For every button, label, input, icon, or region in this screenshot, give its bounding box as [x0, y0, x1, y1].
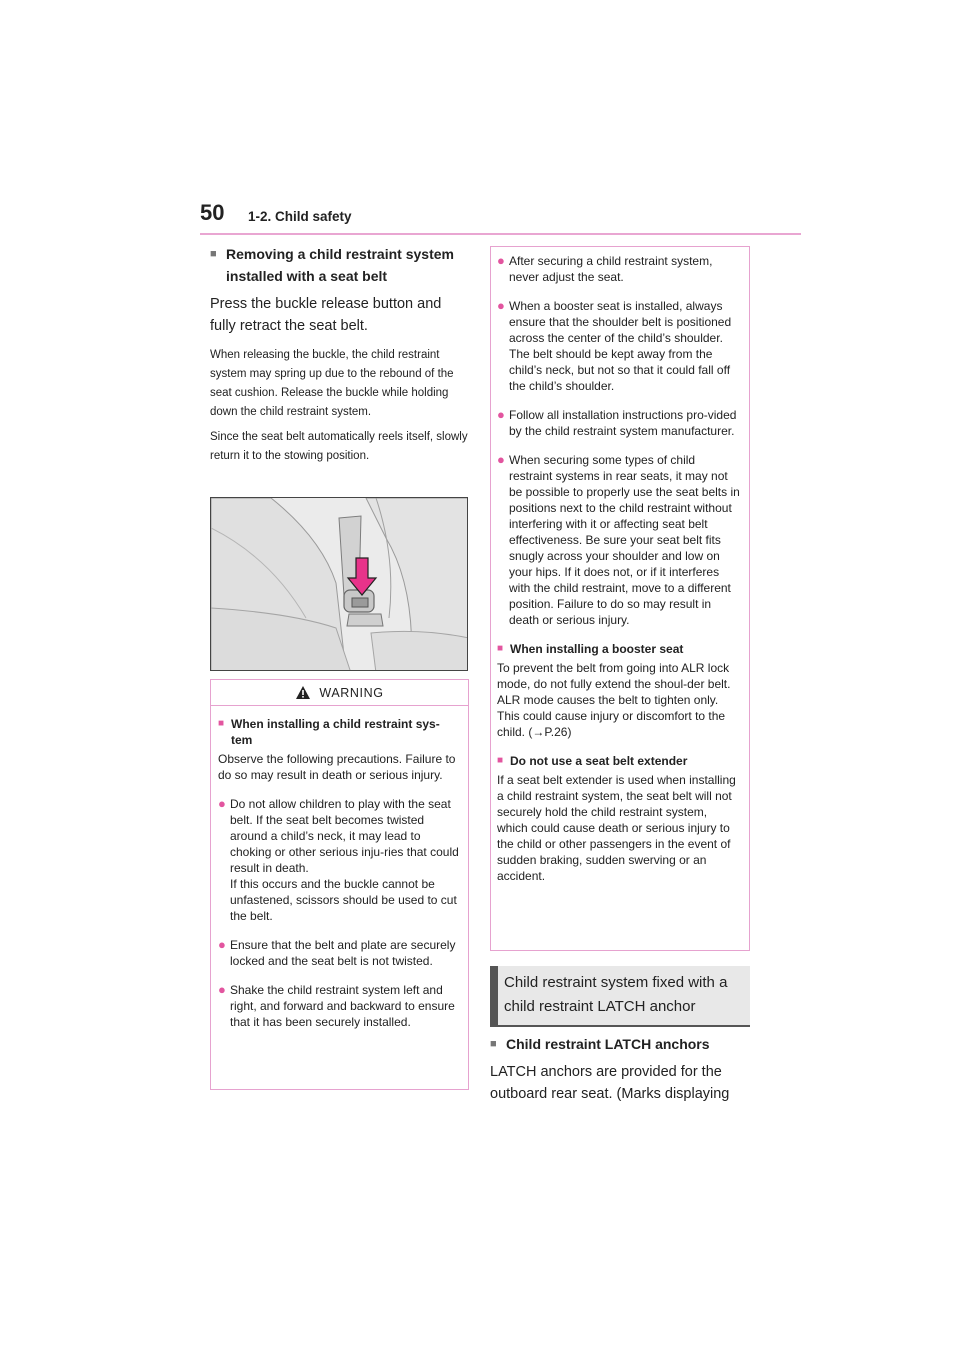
section-title: 1-2. Child safety [248, 209, 352, 224]
latch-subheading: ■ Child restraint LATCH anchors [490, 1033, 760, 1055]
seat-belt-buckle-illustration [210, 497, 468, 671]
warning-heading: ■ When installing a child restraint sys- tem [218, 717, 440, 747]
list-item: ● Ensure that the belt and plate are securely locked and the seat belt is not twisted. [218, 937, 456, 968]
warning-intro: Observe the following precautions. Failure to do so may result in death or serious injury. [218, 752, 456, 782]
main-instruction: Press the buckle release button and fully retract the seat belt. [210, 296, 442, 334]
note-stowing: Since the seat belt automatically reels itself, slowly return it to the stowing position. [210, 431, 468, 462]
warning-label: WARNING [319, 685, 384, 700]
circle-bullet-icon: ● [497, 407, 505, 422]
list-item: ● Follow all installation instructions pro-vided by the child restraint system manufacturer. [497, 407, 737, 438]
booster-seat-text: To prevent the belt from going into ALR lock mode, do not fully extend the shoul-der belt. ALR mode causes the belt to tighten only. This could cause injury or discomfort to the child. (→P.26) [497, 661, 731, 739]
square-bullet-icon: ■ [497, 755, 504, 766]
list-item: ● Shake the child restraint system left and right, and forward and backward to ensure that it has been securely installed. [218, 982, 455, 1029]
circle-bullet-icon: ● [218, 982, 226, 997]
list-item: ● After securing a child restraint system, never adjust the seat. [497, 253, 713, 284]
circle-bullet-icon: ● [218, 937, 226, 952]
square-bullet-icon: ■ [490, 1038, 497, 1050]
latch-heading-rule [490, 1025, 750, 1027]
warning-triangle-icon [295, 685, 311, 700]
list-item: ● When a booster seat is installed, always ensure that the shoulder belt is positioned across the center of the child’s shoulder. The belt should be kept away from the child’s neck, but not so that it could fall off the child’s shoulder. [497, 298, 732, 393]
header-rule [200, 233, 801, 235]
square-bullet-icon: ■ [218, 718, 225, 729]
note-release-buckle: When releasing the buckle, the child restraint system may spring up due to the rebound of the seat cushion. Release the buckle while holding down the child restraint system. [210, 349, 454, 418]
extender-text: If a seat belt extender is used when installing a child restraint system, the seat belt will not securely hold the child restraint system, which could cause death or serious injury to the child or other passengers in the event of sudden braking, sudden swerving or an accident. [497, 773, 736, 883]
square-bullet-icon: ■ [210, 248, 217, 260]
heading-bar [490, 966, 498, 1025]
warning-continuation-box [490, 246, 750, 951]
circle-bullet-icon: ● [497, 253, 505, 268]
booster-seat-heading: ■ When installing a booster seat [497, 642, 684, 656]
list-item: ● When securing some types of child restraint systems in rear seats, it may not be possible to properly use the seat belts in positions next to the child restraint without interfering with it or affecting seat belt effectiveness. Be sure your seat belt fits snugly across your shoulder and low on your hips. If it does not, or if it interferes with the child restraint, move to a different position. Failure to do so may result in death or serious injury. [497, 452, 740, 627]
removing-subheading: ■ Removing a child restraint system installed with a seat belt [210, 243, 468, 287]
extender-heading: ■ Do not use a seat belt extender [497, 754, 688, 768]
circle-bullet-icon: ● [497, 298, 505, 313]
square-bullet-icon: ■ [497, 643, 504, 654]
warning-header [211, 680, 468, 706]
latch-body [490, 1031, 760, 1105]
list-item: ● Do not allow children to play with the seat belt. If the seat belt becomes twisted around a child’s neck, it may lead to choking or other serious inju-ries that could result in death. If this occurs and the buckle cannot be unfastened, scissors should be used to cut the belt. [218, 796, 459, 923]
circle-bullet-icon: ● [497, 452, 505, 467]
left-column [210, 243, 468, 466]
circle-bullet-icon: ● [218, 796, 226, 811]
page-number: 50 [200, 200, 225, 225]
latch-text: LATCH anchors are provided for the outboard rear seat. (Marks displaying [490, 1064, 730, 1102]
latch-section-heading: Child restraint system fixed with a child restraint LATCH anchor [490, 966, 750, 1025]
warning-box [210, 679, 469, 1090]
